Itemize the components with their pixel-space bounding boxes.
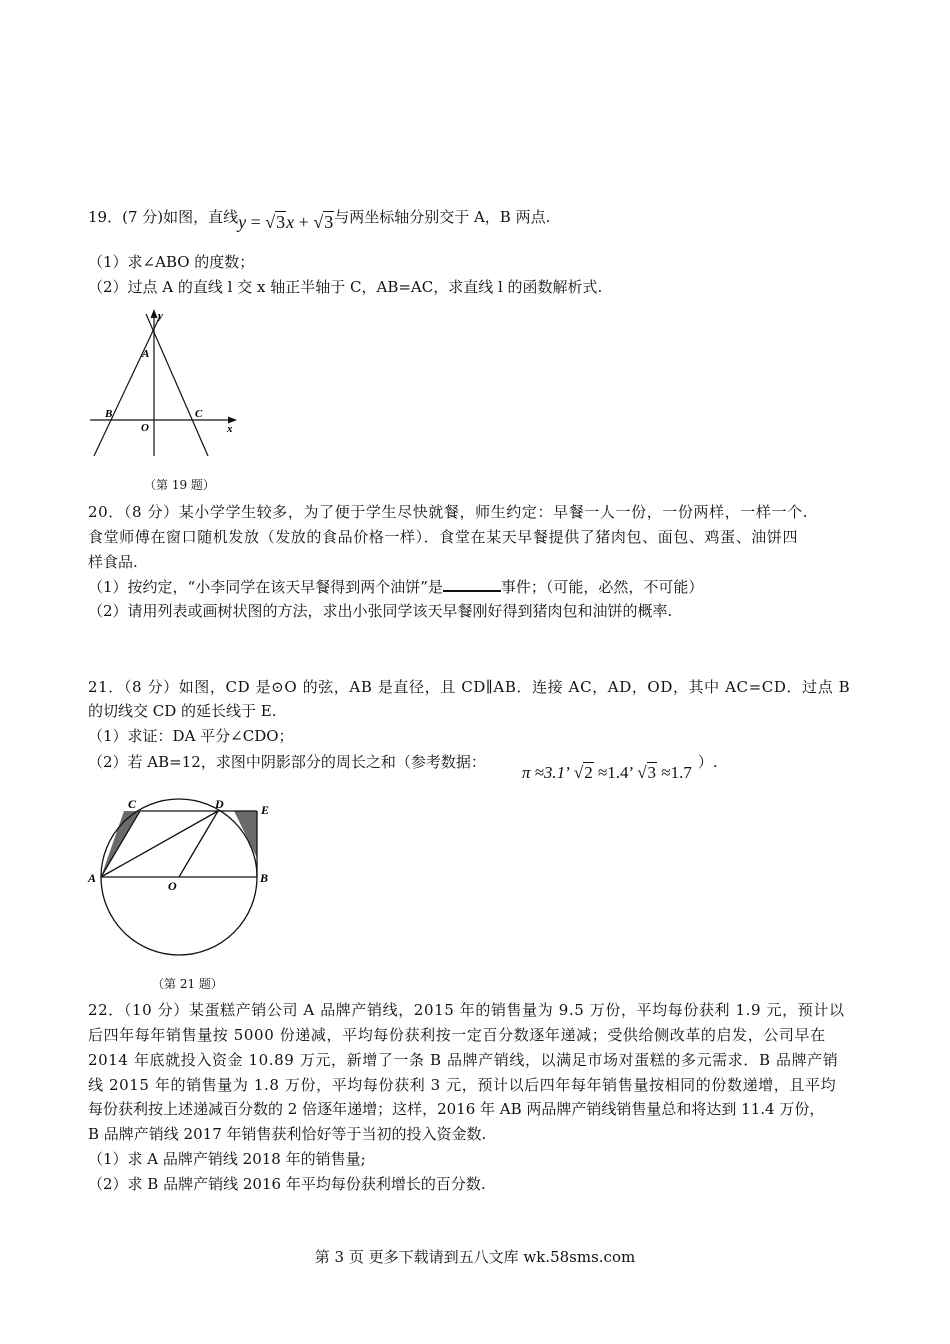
q22-line1: 22．（10 分）某蛋糕产销公司 A 品牌产销线，2015 年的销售量为 9.5 万份，平均每份获利 1.9 元，预计以 xyxy=(88,1001,845,1019)
label-y: y xyxy=(158,310,163,322)
q22-part2: （2）求 B 品牌产销线 2016 年平均每份获利增长的百分数. xyxy=(88,1175,486,1193)
line-l xyxy=(146,314,208,456)
q19-tail: 与两坐标轴分别交于 A，B 两点. xyxy=(334,208,551,226)
segment-od xyxy=(179,811,218,877)
label-o: O xyxy=(168,879,177,893)
q19-part2: （2）过点 A 的直线 l 交 x 轴正半轴于 C，AB=AC，求直线 l 的函数解析式. xyxy=(88,278,603,296)
label-a: A xyxy=(142,348,150,360)
q21-figure xyxy=(84,792,284,967)
q20-part2: （2）请用列表或画树状图的方法，求出小张同学该天早餐刚好得到猪肉包和油饼的概率. xyxy=(88,602,673,620)
q19-caption: （第 19 题） xyxy=(144,478,215,492)
q22-line2: 后四年每年销售量按 5000 份递减，平均每份获利按一定百分数逐年递减；受供给侧改革的启发，公司早在 xyxy=(88,1026,826,1044)
line-ab xyxy=(94,316,160,456)
page-footer: 第 3 页 更多下载请到五八文库 wk.58sms.com xyxy=(314,1248,636,1266)
label-d: D xyxy=(215,797,224,811)
q19-part1: （1）求∠ABO 的度数； xyxy=(88,253,255,271)
q20-line1: 20．（8 分）某小学学生较多，为了便于学生尽快就餐，师生约定：早餐一人一份，一份两样，一样一个. xyxy=(88,503,809,521)
q22-part1: （1）求 A 品牌产销线 2018 年的销售量; xyxy=(88,1150,366,1168)
q20-line2: 食堂师傅在窗口随机发放（发放的食品价格一样）．食堂在某天早餐提供了猪肉包、面包、鸡蛋、油饼四 xyxy=(88,528,799,546)
q22-line3: 2014 年底就投入资金 10.89 万元，新增了一条 B 品牌产销线，以满足市场对蛋糕的多元需求．B 品牌产销 xyxy=(88,1051,839,1069)
segment-ac xyxy=(101,811,140,877)
q19-figure xyxy=(86,306,246,466)
q22-line5: 每份获利按上述递减百分数的 2 倍逐年递增；这样，2016 年 AB 两品牌产销线销售量总和将达到 11.4 万份， xyxy=(88,1100,825,1118)
label-e: E xyxy=(261,803,270,817)
shaded-region-right xyxy=(234,811,257,858)
q22-line6: B 品牌产销线 2017 年销售获利恰好等于当初的投入资金数. xyxy=(88,1125,487,1143)
answer-blank xyxy=(443,576,501,592)
label-b: B xyxy=(260,871,269,885)
q19-equation: y = √3x + √3 xyxy=(238,212,334,232)
y-axis-arrow xyxy=(151,309,158,318)
q20-line3: 样食品. xyxy=(88,553,138,571)
reference-data: π ≈3.1’ √2 ≈1.4’ √3 ≈1.7 xyxy=(521,763,692,782)
q20-part1: （1）按约定，“小李同学在该天早餐得到两个油饼”是 事件；（可能，必然，不可能） xyxy=(88,578,704,596)
q22-line4: 线 2015 年的销售量为 1.8 万份，平均每份获利 3 元，预计以后四年每年销售量按相同的份数递增，且平均 xyxy=(88,1076,837,1094)
label-o: O xyxy=(141,422,149,434)
q21-part1: （1）求证：DA 平分∠CDO； xyxy=(88,727,294,745)
q19-stem xyxy=(88,206,551,232)
label-b: B xyxy=(105,408,113,420)
q21-line2: 的切线交 CD 的延长线于 E. xyxy=(88,702,277,720)
label-c: C xyxy=(128,797,137,811)
q21-line1: 21．（8 分）如图，CD 是⊙O 的弦，AB 是直径，且 CD∥AB．连接 AC，AD，OD，其中 AC=CD．过点 B xyxy=(88,678,851,696)
q19-lead: 19．(7 分)如图，直线 xyxy=(88,208,239,226)
label-a: A xyxy=(88,871,97,885)
label-c: C xyxy=(195,408,203,420)
q21-caption: （第 21 题） xyxy=(152,977,223,991)
q21-part2: （2）若 AB=12，求图中阴影部分的周长之和（参考数据：π ≈3.1’ √2 ≈1.4’ √3 ≈1.7）. xyxy=(88,753,718,782)
label-x: x xyxy=(227,423,233,435)
